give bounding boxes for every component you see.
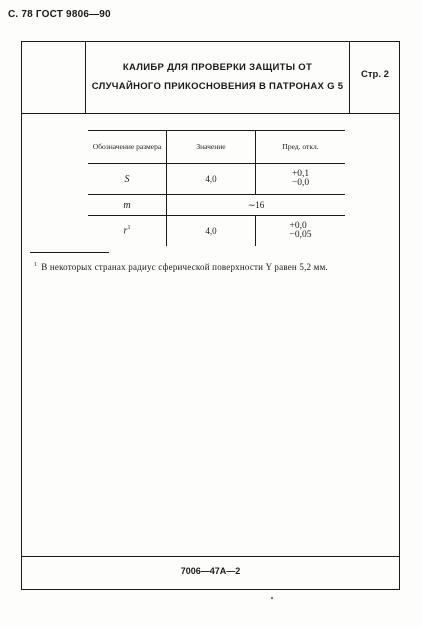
tolerance-pair [292, 170, 309, 188]
tolerance-upper: +0,0 [289, 221, 307, 231]
footer-code: 7006—47А—2 [180, 566, 241, 576]
title-block [22, 42, 399, 114]
footnote-ref: 1 [127, 225, 131, 232]
tolerance-lower: −0,0 [291, 178, 310, 188]
cell-designation: m [88, 195, 167, 216]
page-label: Стр. 2 [361, 69, 389, 80]
footer-block [22, 556, 399, 589]
dimension-table [88, 130, 345, 246]
cell-tolerance [256, 164, 346, 195]
page-header: С. 78 ГОСТ 9806—90 [8, 9, 111, 20]
tolerance-upper: +0,1 [291, 169, 310, 179]
table-header-row [88, 131, 345, 164]
designation-symbol: r [123, 225, 128, 237]
title-line-1: КАЛИБР ДЛЯ ПРОВЕРКИ ЗАЩИТЫ ОТ [122, 62, 313, 73]
cell-tolerance [256, 216, 346, 247]
footnote [34, 262, 389, 272]
table-row [88, 195, 345, 216]
footnote-rule [30, 252, 109, 253]
document-frame [21, 41, 400, 590]
cell-designation: S [88, 164, 167, 195]
table-row [88, 164, 345, 195]
footnote-marker: 1 [34, 262, 38, 268]
tolerance-pair [290, 222, 312, 240]
cell-value: 4,0 [167, 216, 256, 247]
table-row [88, 216, 345, 247]
tolerance-lower: −0,05 [289, 230, 312, 240]
scan-speck [271, 597, 273, 599]
cell-value: 4,0 [167, 164, 256, 195]
title-divider-left [85, 42, 86, 113]
title-divider-right [349, 42, 350, 113]
cell-merged-value: ∼16 [167, 195, 346, 216]
footnote-text: В некоторых странах радиус сферической поверхности Y равен 5,2 мм. [41, 262, 328, 272]
header-designation: Обозначение размера [88, 131, 167, 164]
header-value: Значение [167, 131, 256, 164]
header-tolerance: Пред. откл. [256, 131, 346, 164]
cell-designation [88, 216, 167, 247]
document-title [88, 58, 347, 96]
title-line-2: СЛУЧАЙНОГО ПРИКОСНОВЕНИЯ В ПАТРОНАХ G 5 [91, 81, 344, 92]
